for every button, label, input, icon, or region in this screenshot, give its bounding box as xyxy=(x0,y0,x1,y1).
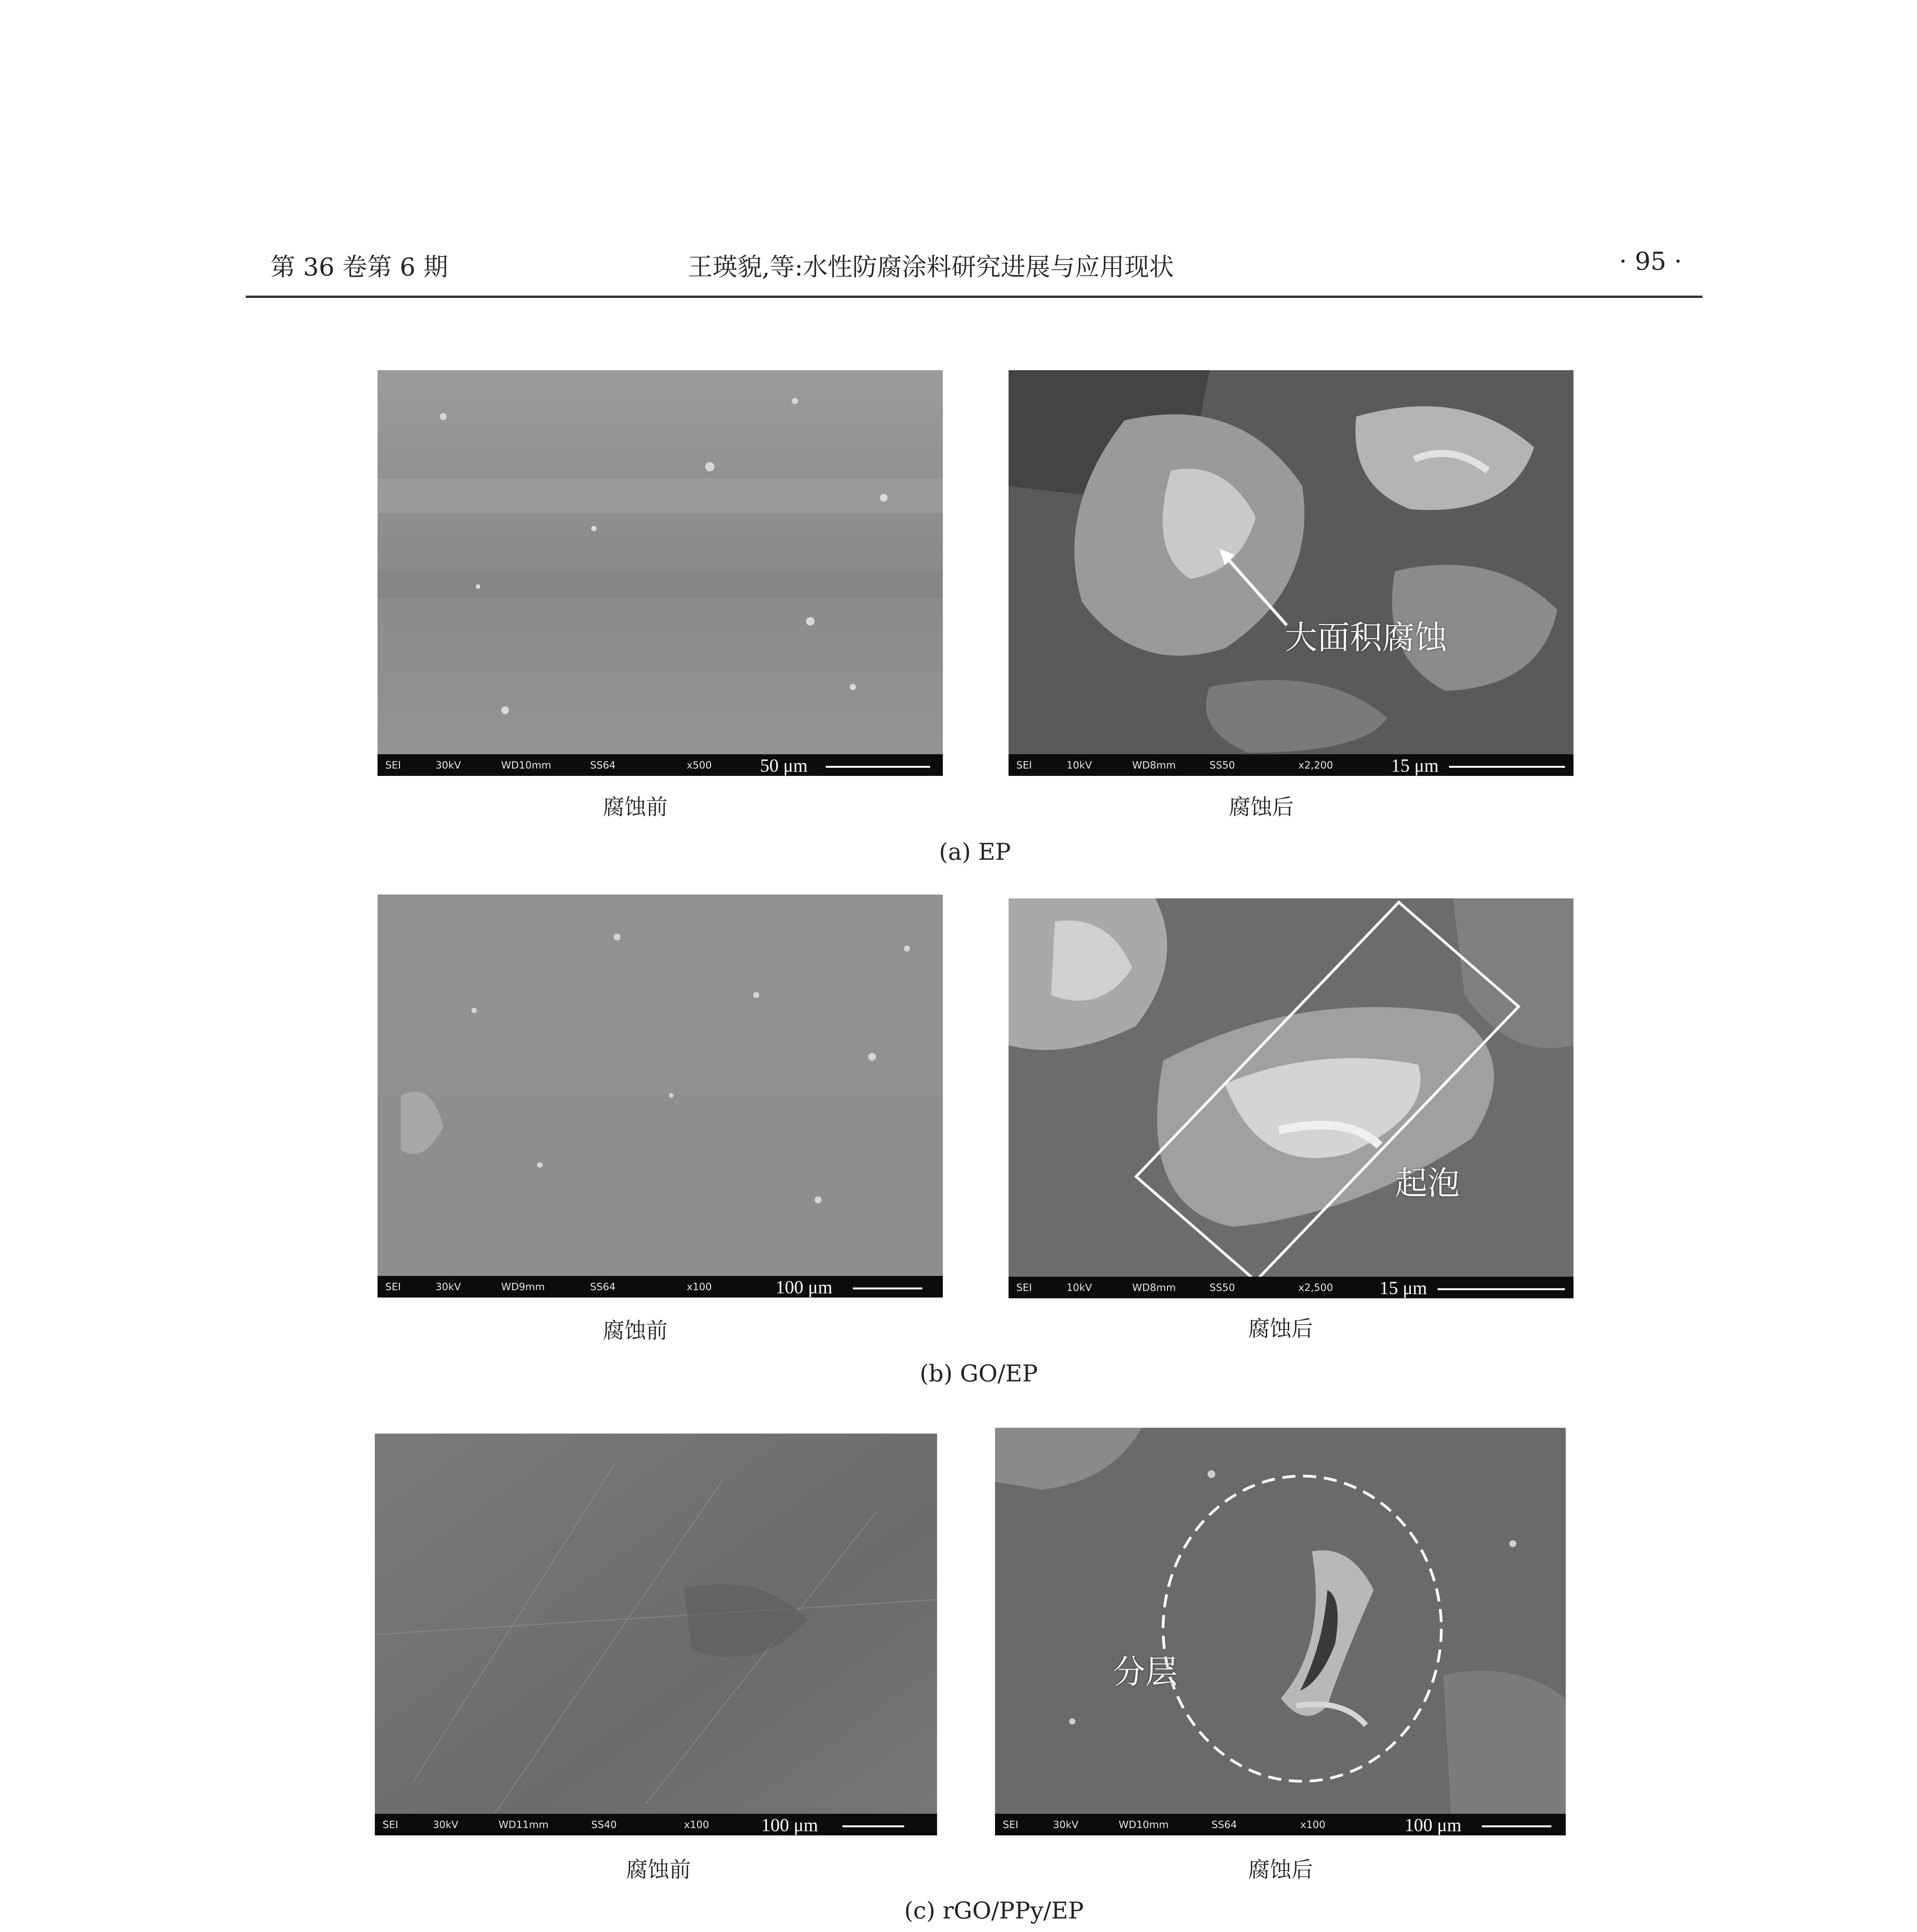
sem-scale-label: 50 μm xyxy=(760,755,808,776)
sem-meta-mag: x2,200 xyxy=(1298,760,1333,771)
sem-meta-voltage: 10kV xyxy=(1067,1282,1092,1294)
sem-scale-label: 100 μm xyxy=(776,1277,833,1298)
journal-issue: 第 36 卷第 6 期 xyxy=(270,253,448,282)
sem-scale-label: 100 μm xyxy=(761,1815,818,1835)
subcaption-before: 腐蚀前 xyxy=(603,795,668,820)
sem-info-bar xyxy=(1009,754,1573,776)
subcaption-before: 腐蚀前 xyxy=(626,1857,691,1883)
subcaption-after: 腐蚀后 xyxy=(1248,1857,1313,1883)
sem-image-goep-before xyxy=(378,895,943,1298)
sem-meta-wd: WD10mm xyxy=(1119,1819,1169,1831)
sem-meta-mode: SEI xyxy=(1003,1819,1019,1831)
sem-meta-mag: x500 xyxy=(687,760,712,771)
sem-scale-bar xyxy=(1482,1825,1551,1827)
sem-meta-voltage: 30kV xyxy=(1053,1819,1078,1831)
sem-meta-mode: SEI xyxy=(383,1819,398,1831)
sem-info-bar xyxy=(378,1276,943,1298)
sem-annotation-blistering: 起泡 xyxy=(1395,1164,1460,1202)
sem-meta-mode: SEI xyxy=(385,760,401,771)
sem-scale-bar xyxy=(826,766,930,768)
sem-meta-wd: WD8mm xyxy=(1132,1282,1176,1294)
sem-image-ep-before xyxy=(378,370,943,776)
sem-meta-spot: SS64 xyxy=(590,1281,616,1293)
sem-image-goep-after xyxy=(1009,898,1573,1298)
sem-info-bar xyxy=(378,754,943,776)
sem-scale-bar xyxy=(1449,766,1565,768)
sem-meta-mag: x100 xyxy=(687,1281,712,1293)
sem-scale-bar xyxy=(853,1287,922,1289)
sem-meta-spot: SS50 xyxy=(1209,1282,1235,1294)
sem-meta-spot: SS50 xyxy=(1209,760,1235,771)
sem-meta-voltage: 30kV xyxy=(435,1281,461,1293)
sem-info-bar xyxy=(375,1814,937,1835)
sem-annotation-delamination: 分层 xyxy=(1113,1653,1178,1691)
sem-meta-wd: WD8mm xyxy=(1132,760,1176,771)
sem-meta-wd: WD10mm xyxy=(501,760,551,771)
sem-scale-bar xyxy=(842,1825,904,1827)
sem-scale-bar xyxy=(1437,1288,1565,1290)
sem-meta-mode: SEI xyxy=(385,1281,401,1293)
sem-meta-mag: x2,500 xyxy=(1298,1282,1333,1294)
page-number: · 95 · xyxy=(1619,247,1682,276)
running-title: 王瑛貌,等:水性防腐涂料研究进展与应用现状 xyxy=(688,253,1174,282)
sem-meta-spot: SS64 xyxy=(1211,1819,1237,1831)
subcaption-after: 腐蚀后 xyxy=(1248,1316,1313,1342)
sem-scale-label: 15 μm xyxy=(1379,1278,1427,1298)
sem-scale-label: 15 μm xyxy=(1391,755,1439,776)
sem-image-ep-after xyxy=(1009,370,1573,776)
panel-label-b: (b) GO/EP xyxy=(920,1360,1038,1387)
panel-label-c: (c) rGO/PPy/EP xyxy=(904,1897,1084,1924)
panel-label-a: (a) EP xyxy=(939,838,1011,866)
sem-meta-mag: x100 xyxy=(1300,1819,1326,1831)
sem-image-rgoppyep-after xyxy=(995,1428,1566,1835)
header-rule xyxy=(246,296,1703,298)
sem-info-bar xyxy=(1009,1277,1573,1298)
sem-image-rgoppyep-before xyxy=(375,1434,937,1835)
sem-meta-spot: SS64 xyxy=(590,760,616,771)
subcaption-before: 腐蚀前 xyxy=(603,1318,668,1344)
sem-meta-spot: SS40 xyxy=(591,1819,617,1831)
sem-meta-voltage: 30kV xyxy=(435,760,461,771)
sem-scale-label: 100 μm xyxy=(1405,1815,1462,1835)
sem-meta-mode: SEI xyxy=(1016,1282,1032,1294)
sem-annotation-large-corrosion: 大面积腐蚀 xyxy=(1285,619,1448,656)
sem-meta-mode: SEI xyxy=(1016,760,1032,771)
sem-meta-mag: x100 xyxy=(684,1819,709,1831)
sem-meta-wd: WD9mm xyxy=(501,1281,545,1293)
sem-info-bar xyxy=(995,1814,1566,1835)
sem-meta-voltage: 30kV xyxy=(433,1819,458,1831)
subcaption-after: 腐蚀后 xyxy=(1229,795,1294,820)
sem-meta-wd: WD11mm xyxy=(498,1819,549,1831)
sem-meta-voltage: 10kV xyxy=(1067,760,1092,771)
